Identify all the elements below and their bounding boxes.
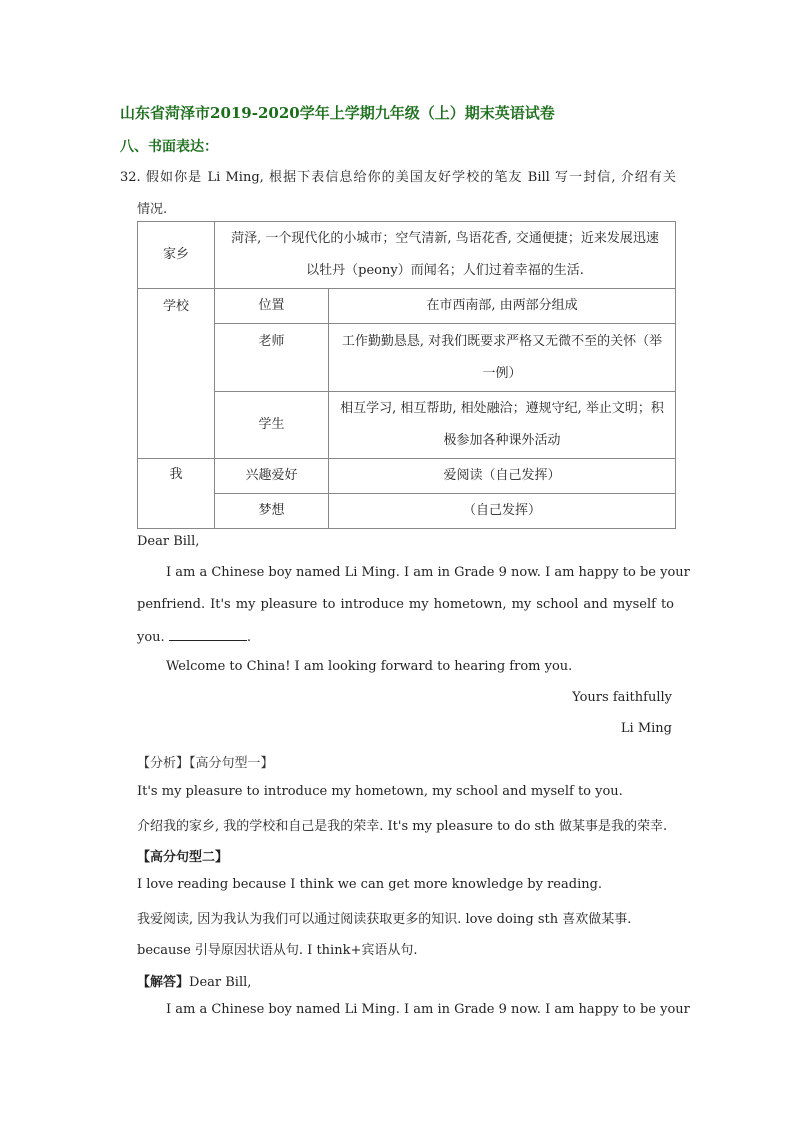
exam-title: 山东省菏泽市2019-2020学年上学期九年级（上）期末英语试卷 <box>120 104 555 122</box>
hobby-label: 兴趣爱好 <box>215 459 329 494</box>
letter-line-1: I am a Chinese boy named Li Ming. I am in Grade 9 now. I am happy to be your <box>166 565 690 580</box>
letter-line-3 <box>137 628 251 645</box>
answer-heading <box>137 971 251 990</box>
letter-line-3-text: you. <box>137 630 165 645</box>
dream-label: 梦想 <box>215 494 329 529</box>
sentence-pattern-1-en: It's my pleasure to introduce my hometown, my school and myself to you. <box>137 784 623 799</box>
teachers-line-1: 工作勤勤恳恳, 对我们既要求严格又无微不至的关怀（举 <box>341 333 663 349</box>
hobby-value: 爱阅读（自己发挥） <box>329 459 676 494</box>
teachers-label: 老师 <box>215 324 329 392</box>
table-row <box>138 222 676 289</box>
table-row <box>138 289 676 324</box>
hometown-label: 家乡 <box>138 222 215 289</box>
answer-line-1: I am a Chinese boy named Li Ming. I am in Grade 9 now. I am happy to be your <box>166 1002 690 1017</box>
hometown-line-1: 菏泽, 一个现代化的小城市；空气清新, 鸟语花香, 交通便捷；近来发展迅速 <box>231 231 659 246</box>
students-line-1: 相互学习, 相互帮助, 相处融洽；遵规守纪, 举止文明；积 <box>340 401 664 416</box>
question-line-1: 32. 假如你是 Li Ming, 根据下表信息给你的美国友好学校的笔友 Bill 写一封信, 介绍有关 <box>120 170 676 185</box>
sentence-pattern-2-note: because 引导原因状语从句. I think+宾语从句. <box>137 943 418 958</box>
teachers-line-2: 一例） <box>482 365 522 381</box>
sentence-pattern-2-en: I love reading because I think we can get more knowledge by reading. <box>137 877 603 892</box>
table-row <box>138 324 676 392</box>
students-label: 学生 <box>215 392 329 459</box>
hometown-value <box>215 222 676 289</box>
letter-line-2: penfriend. It's my pleasure to introduce my hometown, my school and myself to <box>137 597 674 612</box>
teachers-value <box>329 324 676 392</box>
letter-line-3-end: . <box>246 630 251 645</box>
me-label: 我 <box>138 459 215 529</box>
letter-closing-paragraph: Welcome to China! I am looking forward to hearing from you. <box>166 659 573 674</box>
letter-signature: Li Ming <box>620 721 672 736</box>
answer-blank <box>169 628 247 641</box>
location-value: 在市西南部, 由两部分组成 <box>329 289 676 324</box>
sentence-pattern-1-tag: 【高分句型一】 <box>189 756 274 771</box>
sentence-pattern-1-cn: 介绍我的家乡, 我的学校和自己是我的荣幸. It's my pleasure to do sth 做某事是我的荣幸. <box>137 819 668 834</box>
sentence-pattern-2-cn: 我爱阅读, 因为我认为我们可以通过阅读获取更多的知识. love doing sth 喜欢做某事. <box>137 912 632 927</box>
question-line-2: 情况. <box>137 202 168 217</box>
answer-tag: 【解答】 <box>137 975 190 990</box>
table-row <box>138 459 676 494</box>
letter-greeting: Dear Bill, <box>137 534 200 549</box>
sentence-pattern-2-tag: 【高分句型二】 <box>137 850 229 865</box>
section-heading: 八、书面表达： <box>120 139 218 155</box>
table-row <box>138 392 676 459</box>
hometown-line-2: 以牡丹（peony）而闻名；人们过着幸福的生活. <box>306 263 584 278</box>
analysis-heading <box>137 752 274 771</box>
table-row <box>138 494 676 529</box>
info-table <box>137 221 676 529</box>
letter-closing: Yours faithfully <box>572 690 672 705</box>
location-label: 位置 <box>215 289 329 324</box>
students-value <box>329 392 676 459</box>
analysis-tag: 【分析】 <box>137 756 190 771</box>
school-label: 学校 <box>138 289 215 459</box>
students-line-2: 极参加各种课外活动 <box>443 433 561 448</box>
dream-value: （自己发挥） <box>329 494 676 529</box>
answer-greeting: Dear Bill, <box>189 975 252 990</box>
